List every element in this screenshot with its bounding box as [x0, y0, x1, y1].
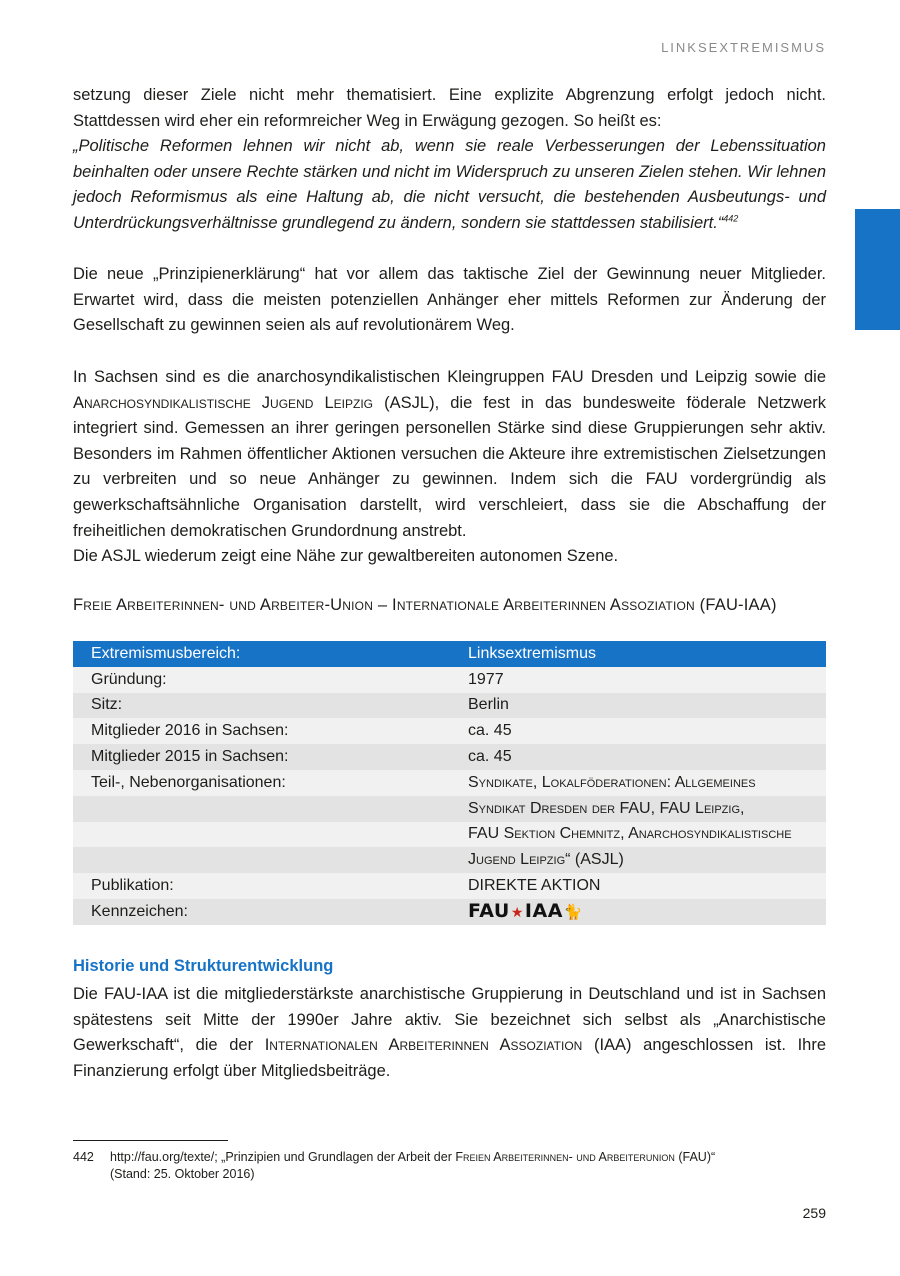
- history-end: (IAA) angeschlossen ist. Ihre Finanzierung erfolgt über Mitgliedsbeiträge.: [73, 1036, 827, 1080]
- history-paragraph: [73, 982, 826, 1084]
- row-label: [73, 847, 450, 873]
- footnote-ref: 442: [723, 213, 739, 224]
- row-label: [73, 822, 450, 848]
- paragraph-3: [73, 365, 826, 544]
- page-number: 259: [802, 1205, 826, 1221]
- row-label: Kennzeichen:: [73, 899, 450, 925]
- paragraph-4: Die ASJL wiederum zeigt eine Nähe zur gewaltbereiten autonomen Szene.: [73, 547, 619, 566]
- fau-iaa-logo: [468, 901, 583, 923]
- table-row: [73, 744, 826, 770]
- table-row: [73, 693, 826, 719]
- row-label: Mitglieder 2015 in Sachsen:: [73, 744, 450, 770]
- org-name-asjl: Anarchosyndikalistische Jugend Leipzig: [73, 393, 374, 412]
- footnote-number: 442: [73, 1150, 94, 1164]
- paragraph-2-block: [73, 262, 826, 339]
- footnote-text: [110, 1149, 833, 1183]
- chapter-side-tab: [855, 209, 900, 330]
- table-row: [73, 873, 826, 899]
- history-text: [73, 982, 826, 1084]
- intro-text: [73, 83, 826, 237]
- table-row: [73, 796, 826, 822]
- logo-text-fau: FAU: [468, 899, 510, 922]
- row-label: [73, 796, 450, 822]
- table-row: [73, 847, 826, 873]
- footnote-text-start: http://fau.org/texte/; „Prinzipien und Grundlagen der Arbeit der: [110, 1150, 456, 1164]
- footnote-rule: [73, 1140, 228, 1141]
- row-value: Jugend Leipzig“ (ASJL): [450, 847, 826, 873]
- row-value: Syndikate, Lokalföderationen: Allgemeines: [450, 770, 826, 796]
- org-name-iaa: Internationalen Arbeiterinnen Assoziation: [264, 1036, 583, 1055]
- logo-text-iaa: IAA: [524, 899, 563, 922]
- paragraph-2: Die neue „Prinzipienerklärung“ hat vor allem das taktische Ziel der Gewinnung neuer Mitglieder. Erwartet wird, dass die meisten potenziellen Anhänger eher mittels Reformen zur Änderung der Gesellschaft zu gewinnen seien als auf revolutionärem Weg.: [73, 265, 826, 335]
- footnote-date: (Stand: 25. Oktober 2016): [110, 1167, 255, 1181]
- quote-text: „Politische Reformen lehnen wir nicht ab, wenn sie reale Verbesserungen der Lebenssituation beinhalten oder unsere Rechte stärken und nicht im Widerspruch zu unseren Zielen stehen. Wir lehnen jedoch Reformismus als eine Haltung ab, die nicht versucht, die bestehenden Ausbeutungs- und Unterdrückungsverhältnisse grundlegend zu ändern, sondern sie stattdessen stabilisiert.“: [73, 137, 826, 232]
- row-value: Berlin: [450, 693, 826, 719]
- row-value: ca. 45: [450, 744, 826, 770]
- row-value: ca. 45: [450, 718, 826, 744]
- footnote-text-end: (FAU)“: [674, 1150, 716, 1164]
- table-row: [73, 718, 826, 744]
- row-value: Syndikat Dresden der FAU, FAU Leipzig,: [450, 796, 826, 822]
- row-label: Teil-, Nebenorganisationen:: [73, 770, 450, 796]
- row-label: Sitz:: [73, 693, 450, 719]
- paragraph-3-block: [73, 365, 826, 570]
- org-profile-title: Freie Arbeiterinnen- und Arbeiter-Union – Internationale Arbeiterinnen Assoziation (FAU-IAA): [73, 596, 777, 614]
- table-row: [73, 822, 826, 848]
- footnote: [73, 1149, 833, 1183]
- history-start: Die FAU-IAA ist die mitgliederstärkste anarchistische Gruppierung in Deutschland und ist in Sachsen spätestens seit Mitte der 1990er Jahre aktiv. Sie bezeichnet sich selbst als „Anarchistische Gewerkschaft“, die der: [73, 985, 826, 1055]
- row-label: Extremismusbereich:: [73, 641, 450, 667]
- row-value: 1977: [450, 667, 826, 693]
- running-head: LINKSEXTREMISMUS: [661, 40, 826, 55]
- row-value: Linksextremismus: [450, 641, 826, 667]
- star-icon: ★: [510, 904, 524, 921]
- paragraph-3-end: (ASJL), die fest in das bundesweite föderale Netzwerk integriert sind. Gemessen an ihrer geringen personellen Stärke sind diese Gruppierungen sehr aktiv. Besonders im Rahmen öffentlicher Aktionen versuchen die Akteure ihre extremistischen Zielsetzungen zu verbreiten und so neue Anhänger zu gewinnen. Indem sich die FAU vordergründig als gewerkschaftsähnliche Organisation darstellt, wird verschleiert, dass sie die Abschaffung der freiheitlichen demokratischen Grundordnung anstrebt.: [73, 393, 826, 540]
- org-profile-table: [73, 641, 826, 925]
- black-cat-icon: 🐈: [563, 902, 584, 921]
- row-value: FAU Sektion Chemnitz, Anarchosyndikalistische: [450, 822, 826, 848]
- table-row: [73, 667, 826, 693]
- table-row: [73, 899, 826, 925]
- section-heading: Historie und Strukturentwicklung: [73, 957, 334, 975]
- row-label: Publikation:: [73, 873, 450, 899]
- table-header-row: [73, 641, 826, 667]
- row-label: Gründung:: [73, 667, 450, 693]
- paragraph-1: setzung dieser Ziele nicht mehr thematisiert. Eine explizite Abgrenzung erfolgt jedoch nicht. Stattdessen wird eher ein reformreicher Weg in Erwägung gezogen. So heißt es:: [73, 86, 826, 130]
- paragraph-3-start: In Sachsen sind es die anarchosyndikalistischen Kleingruppen FAU Dresden und Leipzig sowie die: [73, 368, 826, 386]
- row-value: DIREKTE AKTION: [450, 873, 826, 899]
- quote: [73, 134, 826, 236]
- row-value: [450, 899, 826, 925]
- footnote-org: Freien Arbeiterinnen- und Arbeiterunion: [455, 1150, 675, 1164]
- table-row: [73, 770, 826, 796]
- row-label: Mitglieder 2016 in Sachsen:: [73, 718, 450, 744]
